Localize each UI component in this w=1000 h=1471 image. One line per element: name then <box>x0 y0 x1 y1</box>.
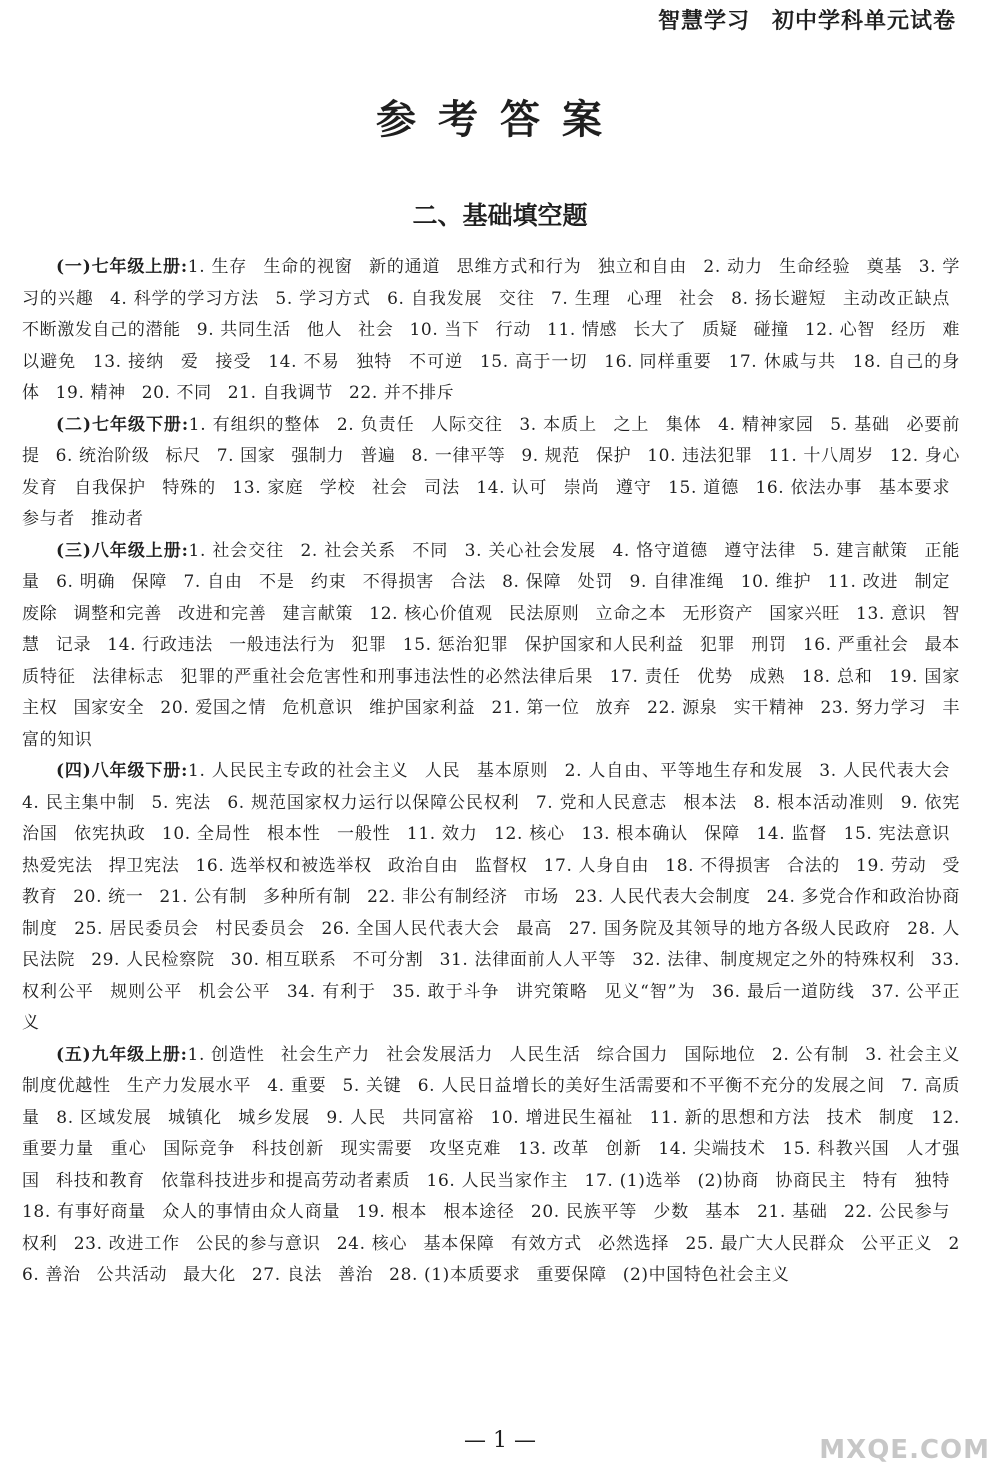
answer-item: 实干精神 <box>733 698 805 718</box>
answer-item: 根本性 <box>267 824 321 844</box>
answer-item: 20. 爱国之情 <box>160 698 267 718</box>
answer-item: 主动改正缺点 <box>842 288 951 309</box>
answer-item: 2. 社会关系 <box>300 540 397 561</box>
answer-item: 3. 学习的兴趣 <box>22 257 961 309</box>
answer-item: 27. 国务院及其领导的地方各级人民政府 <box>568 918 891 939</box>
answer-item: 危机意识 <box>282 698 354 718</box>
answer-item: 废除 <box>22 603 58 624</box>
answer-item: 32. 法律、制度规定之外的特殊权利 <box>632 950 915 970</box>
answer-item: 刑罚 <box>751 635 787 655</box>
answer-item: 犯罪的严重社会危害性和刑事违法性的必然法律后果 <box>180 666 594 687</box>
answer-item: 10. 维护 <box>740 572 812 592</box>
answer-item: 社会发展活力 <box>386 1044 494 1065</box>
answer-item: 不断激发自己的潜能 <box>22 320 181 340</box>
answer-item: 15. 高于一切 <box>479 351 588 372</box>
answer-item: 6. 明确 <box>56 572 116 592</box>
answer-item: 16. 同样重要 <box>604 351 712 372</box>
answer-item: 19. 根本 <box>356 1202 428 1222</box>
answer-item: 基本 <box>705 1202 741 1222</box>
answer-item: 独特 <box>356 351 393 372</box>
answer-item: 国家安全 <box>73 698 145 718</box>
section-label: (三)八年级上册: <box>56 540 189 561</box>
answer-item: 26. 全国人民代表大会 <box>321 918 501 939</box>
answer-item: 必要前提 <box>22 414 960 466</box>
answer-item: 16. 选举权和被选举权 <box>195 855 372 876</box>
answer-item: 2. 负责任 <box>336 414 415 435</box>
answer-item: 7. 生理 <box>550 288 611 309</box>
answer-item: 质疑 <box>702 320 738 340</box>
answer-item: 1. 社会交往 <box>188 540 285 561</box>
answer-item: 21. 公有制 <box>159 887 248 907</box>
document-title: 参考答案 <box>376 96 624 143</box>
answer-item: 16. 依法办事 <box>755 477 863 498</box>
answer-item: 9. 共同生活 <box>196 320 291 340</box>
answer-item: 约束 <box>310 572 347 592</box>
answer-item: 13. 根本确认 <box>581 824 688 844</box>
answer-item: 18. 自己的身体 <box>22 351 960 403</box>
answer-item: 科技和教育 <box>56 1170 145 1191</box>
answer-item: (2)中国特色社会主义 <box>622 1265 790 1285</box>
answer-item: 合法的 <box>786 855 840 876</box>
answer-item: 制定 <box>914 572 950 592</box>
answer-item: 13. 家庭 <box>232 477 304 498</box>
answer-item: 根本途径 <box>443 1202 515 1222</box>
answer-item: 9. 规范 <box>521 446 581 466</box>
page-number: — 1 — <box>464 1428 536 1453</box>
answer-paragraph <box>22 536 960 757</box>
answer-item: 22. 源泉 <box>647 698 718 718</box>
answer-item: 制度 <box>878 1107 915 1128</box>
answer-item: 13. 接纳 <box>92 351 165 372</box>
answer-item: 1. 有组织的整体 <box>188 414 321 435</box>
answer-item: 司法 <box>424 477 460 498</box>
answer-item: 人民 <box>424 761 461 781</box>
answer-item: 22. 公民参与 <box>843 1202 951 1222</box>
answer-item: 共同富裕 <box>402 1107 475 1128</box>
answer-item: 重心 <box>110 1139 147 1159</box>
answer-item: 3. 社会主义制度优越性 <box>22 1044 960 1096</box>
answer-item: 长大了 <box>633 320 687 340</box>
answer-item: 15. 科教兴国 <box>782 1139 890 1159</box>
answer-item: 基本原则 <box>476 761 549 781</box>
answer-item: 基本要求 <box>878 477 951 498</box>
answer-item: 16. 严重社会 <box>802 635 909 655</box>
answer-content <box>22 252 960 1292</box>
answer-item: 14. 监督 <box>756 824 828 844</box>
answer-item: 经历 <box>891 320 927 340</box>
answer-item: 12. 核心价值观 <box>369 603 493 624</box>
answer-item: 5. 宪法 <box>151 792 212 813</box>
answer-item: (2)协商 <box>697 1170 760 1191</box>
answer-item: 生命经验 <box>779 257 851 277</box>
answer-item: 生产力发展水平 <box>126 1076 252 1096</box>
answer-item: 调整和完善 <box>73 603 162 624</box>
answer-item: 12. 重要力量 <box>22 1107 960 1159</box>
answer-item: 必然选择 <box>598 1233 670 1254</box>
answer-item: 行动 <box>495 320 531 340</box>
answer-item: 24. 多党合作和政治协商制度 <box>22 887 960 939</box>
answer-item: 技术 <box>826 1107 863 1128</box>
answer-item: 碰撞 <box>753 320 789 340</box>
answer-item: 优势 <box>697 666 734 687</box>
answer-item: 12. 核心 <box>494 824 566 844</box>
answer-item: 9. 依宪治国 <box>22 792 961 844</box>
answer-item: 崇尚 <box>563 477 600 498</box>
answer-item: 独特 <box>914 1170 950 1191</box>
answer-item: 社会 <box>371 477 408 498</box>
answer-item: 6. 人民日益增长的美好生活需要和不平衡不充分的发展之间 <box>417 1076 885 1096</box>
answer-item: 1. 生存 <box>187 257 248 277</box>
answer-item: 监督权 <box>474 855 528 876</box>
answer-item: 交往 <box>498 288 535 309</box>
answer-item: 15. 宪法意识 <box>843 824 950 844</box>
answer-item: 11. 新的思想和方法 <box>649 1107 811 1128</box>
answer-item: 23. 努力学习 <box>820 698 927 718</box>
answer-item: 保障 <box>131 572 168 592</box>
answer-item: 不可分割 <box>352 950 424 970</box>
answer-item: 政治自由 <box>387 855 459 876</box>
answer-item: 2. 公有制 <box>771 1044 850 1065</box>
answer-item: 21. 基础 <box>757 1202 828 1222</box>
answer-item: 8. 扬长避短 <box>731 288 827 309</box>
answer-item: 7. 国家 <box>216 446 276 466</box>
answer-item: 讲究策略 <box>515 981 588 1002</box>
answer-item: 智慧 <box>22 603 961 655</box>
answer-item: 4. 科学的学习方法 <box>109 288 260 309</box>
answer-item: 33. 权利公平 <box>22 950 960 1002</box>
answer-item: 难以避免 <box>22 320 960 372</box>
answer-item: 受教育 <box>22 855 960 907</box>
answer-item: 4. 重要 <box>267 1076 327 1096</box>
answer-item: 接受 <box>215 351 252 372</box>
answer-item: 5. 关键 <box>342 1076 402 1096</box>
answer-item: 34. 有利于 <box>286 981 377 1002</box>
answer-item: 丰富的知识 <box>22 698 960 750</box>
answer-item: 学校 <box>319 477 356 498</box>
answer-paragraph <box>22 410 960 536</box>
answer-item: 维护国家利益 <box>369 698 476 718</box>
answer-item: 机会公平 <box>198 981 271 1002</box>
answer-item: 不得损害 <box>362 572 435 592</box>
answer-item: 心理 <box>626 288 663 309</box>
section-label: (一)七年级上册: <box>56 257 188 277</box>
answer-item: 特殊的 <box>162 477 217 498</box>
answer-item: 科技创新 <box>251 1139 325 1159</box>
answer-item: 遵守 <box>615 477 652 498</box>
answer-item: 记录 <box>55 635 92 655</box>
answer-item: 19. 国家主权 <box>22 666 960 718</box>
answer-item: 28. 人民法院 <box>22 918 960 970</box>
answer-item: 17. 人身自由 <box>543 855 650 876</box>
answer-item: 8. 一律平等 <box>411 446 506 466</box>
answer-item: 20. 不同 <box>141 383 212 403</box>
answer-item: 3. 本质上 <box>519 414 598 435</box>
answer-item: 18. 有事好商量 <box>22 1202 147 1222</box>
answer-item: 19. 精神 <box>55 383 126 403</box>
answer-item: 17. 责任 <box>609 666 681 687</box>
answer-item: 社会 <box>679 288 715 309</box>
answer-item: 推动者 <box>90 509 144 529</box>
answer-item: 一般性 <box>336 824 391 844</box>
answer-item: 不是 <box>259 572 295 592</box>
answer-item: 3. 关心社会发展 <box>464 540 597 561</box>
answer-item: 遵守法律 <box>724 540 797 561</box>
answer-item: 公民的参与意识 <box>196 1233 321 1254</box>
answer-item: 5. 学习方式 <box>275 288 371 309</box>
answer-item: 爱 <box>180 351 199 372</box>
answer-item: 热爱宪法 <box>22 855 93 876</box>
answer-item: 28. (1)本质要求 <box>389 1265 521 1285</box>
answer-item: 29. 人民检察院 <box>91 950 215 970</box>
answer-item: 基本保障 <box>423 1233 495 1254</box>
answer-item: 人际交往 <box>431 414 503 435</box>
answer-item: 6. 规范国家权力运行以保障公民权利 <box>227 792 520 813</box>
answer-item: 10. 全局性 <box>161 824 251 844</box>
answer-item: 重要保障 <box>536 1265 607 1285</box>
answer-item: 城乡发展 <box>238 1107 311 1128</box>
answer-item: 8. 保障 <box>502 572 562 592</box>
answer-item: 国际地位 <box>684 1044 756 1065</box>
answer-item: 7. 自由 <box>183 572 243 592</box>
answer-item: 保护国家和人民利益 <box>524 635 684 655</box>
answer-item: 11. 改进 <box>827 572 899 592</box>
answer-item: 无形资产 <box>682 603 754 624</box>
answer-item: 2. 人自由、平等地生存和发展 <box>564 761 803 781</box>
answer-item: 建言献策 <box>282 603 354 624</box>
answer-item: 10. 当下 <box>409 320 480 340</box>
answer-item: 社会生产力 <box>280 1044 370 1065</box>
answer-item: 30. 相互联系 <box>230 950 337 970</box>
answer-item: 5. 建言献策 <box>812 540 909 561</box>
answer-item: 6. 统治阶级 <box>55 446 150 466</box>
answer-item: 生命的视窗 <box>263 257 353 277</box>
answer-item: 1. 人民民主专政的社会主义 <box>188 761 409 781</box>
answer-item: 22. 非公有制经济 <box>367 887 508 907</box>
answer-item: 7. 高质量 <box>22 1076 960 1128</box>
answer-item: 37. 公平正义 <box>22 981 961 1033</box>
answer-item: 4. 民主集中制 <box>22 792 136 813</box>
answer-item: 现实需要 <box>340 1139 413 1159</box>
answer-item: 依靠科技进步和提高劳动者素质 <box>161 1170 411 1191</box>
answer-item: 15. 道德 <box>668 477 740 498</box>
answer-item: 4. 恪守道德 <box>612 540 709 561</box>
answer-item: 保护 <box>596 446 632 466</box>
answer-item: 12. 身心发育 <box>22 446 960 498</box>
answer-item: 14. 不易 <box>268 351 340 372</box>
answer-item: 合法 <box>450 572 486 592</box>
answer-item: 24. 核心 <box>336 1233 408 1254</box>
answer-item: 31. 法律面前人人平等 <box>439 950 617 970</box>
answer-item: 依宪执政 <box>74 824 146 844</box>
answer-item: 人民生活 <box>509 1044 581 1065</box>
answer-item: 最高 <box>516 918 553 939</box>
answer-item: 国家兴旺 <box>769 603 840 624</box>
answer-item: 21. 第一位 <box>491 698 580 718</box>
answer-item: 人才强国 <box>22 1139 961 1191</box>
answer-item: 21. 自我调节 <box>227 383 333 403</box>
answer-item: 最本质特征 <box>22 635 960 687</box>
answer-item: 22. 并不排斥 <box>349 383 455 403</box>
header-brand: 智慧学习 <box>657 8 750 34</box>
answer-item: 9. 人民 <box>326 1107 387 1128</box>
section-title: 二、基础填空题 <box>412 201 588 230</box>
answer-item: 新的通道 <box>368 257 441 277</box>
answer-item: 27. 良法 <box>251 1265 322 1285</box>
answer-item: 规则公平 <box>110 981 183 1002</box>
answer-item: 众人的事情由众人商量 <box>162 1202 341 1222</box>
answer-paragraph <box>22 756 960 1040</box>
answer-item: 18. 总和 <box>801 666 873 687</box>
answer-item: 综合国力 <box>596 1044 669 1065</box>
answer-item: 最大化 <box>183 1265 236 1285</box>
answer-item: 协商民主 <box>775 1170 847 1191</box>
answer-item: 参与者 <box>22 509 75 529</box>
answer-paragraph <box>22 252 960 410</box>
answer-item: 创新 <box>605 1139 642 1159</box>
answer-item: 立命之本 <box>595 603 667 624</box>
answer-item: 思维方式和行为 <box>456 257 582 277</box>
answer-item: 法律标志 <box>92 666 165 687</box>
answer-item: 15. 惩治犯罪 <box>402 635 509 655</box>
answer-item: 特有 <box>862 1170 899 1191</box>
answer-item: 20. 民族平等 <box>530 1202 638 1222</box>
answer-item: 村民委员会 <box>215 918 306 939</box>
answer-item: 13. 意识 <box>856 603 927 624</box>
section-label: (四)八年级下册: <box>56 761 189 781</box>
answer-item: 23. 人民代表大会制度 <box>574 887 751 907</box>
answer-item: 国际竞争 <box>163 1139 236 1159</box>
answer-item: 普遍 <box>360 446 396 466</box>
answer-item: 6. 自我发展 <box>387 288 483 309</box>
answer-item: 攻坚克难 <box>429 1139 502 1159</box>
answer-item: 9. 自律准绳 <box>629 572 725 592</box>
answer-item: 18. 不得损害 <box>665 855 771 876</box>
answer-item: 14. 行政违法 <box>107 635 213 655</box>
answer-item: 19. 劳动 <box>856 855 927 876</box>
answer-item: 10. 违法犯罪 <box>647 446 753 466</box>
answer-item: 市场 <box>523 887 559 907</box>
answer-item: 35. 敢于斗争 <box>392 981 500 1002</box>
answer-item: 社会 <box>358 320 394 340</box>
answer-item: 14. 认可 <box>476 477 548 498</box>
answer-item: 强制力 <box>291 446 345 466</box>
answer-item: 犯罪 <box>351 635 387 655</box>
answer-item: 5. 基础 <box>830 414 891 435</box>
answer-item: 正能量 <box>22 540 961 592</box>
answer-item: 8. 根本活动准则 <box>753 792 885 813</box>
answer-item: 3. 人民代表大会 <box>819 761 951 781</box>
answer-item: 放弃 <box>595 698 632 718</box>
answer-item: 14. 尖端技术 <box>658 1139 766 1159</box>
answer-item: 11. 十八周岁 <box>768 446 874 466</box>
answer-item: 独立和自由 <box>597 257 688 277</box>
answer-item: 17. (1)选举 <box>584 1170 682 1191</box>
answer-item: 自我保护 <box>74 477 146 498</box>
answer-item: 13. 改革 <box>517 1139 590 1159</box>
answer-item: 36. 最后一道防线 <box>711 981 855 1002</box>
page-header <box>658 4 956 35</box>
answer-item: 公共活动 <box>96 1265 168 1285</box>
answer-item: 10. 增进民生福祉 <box>490 1107 634 1128</box>
answer-item: 有效方式 <box>510 1233 582 1254</box>
answer-item: 26. 善治 <box>22 1233 960 1285</box>
answer-item: 民法原则 <box>508 603 580 624</box>
answer-item: 2. 动力 <box>703 257 763 277</box>
answer-item: 12. 心智 <box>804 320 876 340</box>
answer-item: 改进和完善 <box>177 603 267 624</box>
answer-item: 集体 <box>665 414 702 435</box>
answer-item: 20. 统一 <box>73 887 144 907</box>
section-label: (二)七年级下册: <box>56 414 189 435</box>
answer-item: 权利 <box>22 1233 58 1254</box>
answer-item: 7. 党和人民意志 <box>535 792 668 813</box>
answer-item: 城镇化 <box>168 1107 222 1128</box>
answer-item: 25. 居民委员会 <box>74 918 200 939</box>
answer-item: 处罚 <box>577 572 614 592</box>
answer-item: 公平正义 <box>861 1233 933 1254</box>
answer-item: 犯罪 <box>699 635 736 655</box>
answer-item: 不可逆 <box>409 351 464 372</box>
answer-item: 25. 最广大人民群众 <box>685 1233 845 1254</box>
answer-item: 根本法 <box>683 792 738 813</box>
answer-item: 标尺 <box>165 446 201 466</box>
answer-item: 保障 <box>704 824 741 844</box>
answer-item: 11. 效力 <box>406 824 478 844</box>
answer-paragraph <box>22 1040 960 1292</box>
section-label: (五)九年级上册: <box>56 1044 188 1065</box>
answer-item: 11. 情感 <box>547 320 618 340</box>
answer-item: 见义“智”为 <box>604 981 696 1002</box>
answer-item: 捍卫宪法 <box>108 855 180 876</box>
answer-item: 23. 改进工作 <box>73 1233 180 1254</box>
header-series: 初中学科单元试卷 <box>771 8 956 34</box>
answer-item: 一般违法行为 <box>229 635 336 655</box>
answer-item: 不同 <box>412 540 449 561</box>
answer-item: 16. 人民当家作主 <box>426 1170 569 1191</box>
answer-item: 奠基 <box>866 257 903 277</box>
answer-item: 他人 <box>306 320 343 340</box>
answer-item: 4. 精神家园 <box>718 414 814 435</box>
answer-item: 17. 休戚与共 <box>728 351 837 372</box>
answer-item: 善治 <box>337 1265 374 1285</box>
answer-item: 1. 创造性 <box>187 1044 265 1065</box>
watermark-logo: MXQE.COM <box>819 1435 990 1465</box>
answer-item: 多种所有制 <box>263 887 352 907</box>
answer-item: 8. 区域发展 <box>56 1107 152 1128</box>
answer-item: 之上 <box>613 414 650 435</box>
answer-item: 少数 <box>653 1202 690 1222</box>
answer-item: 成熟 <box>749 666 786 687</box>
